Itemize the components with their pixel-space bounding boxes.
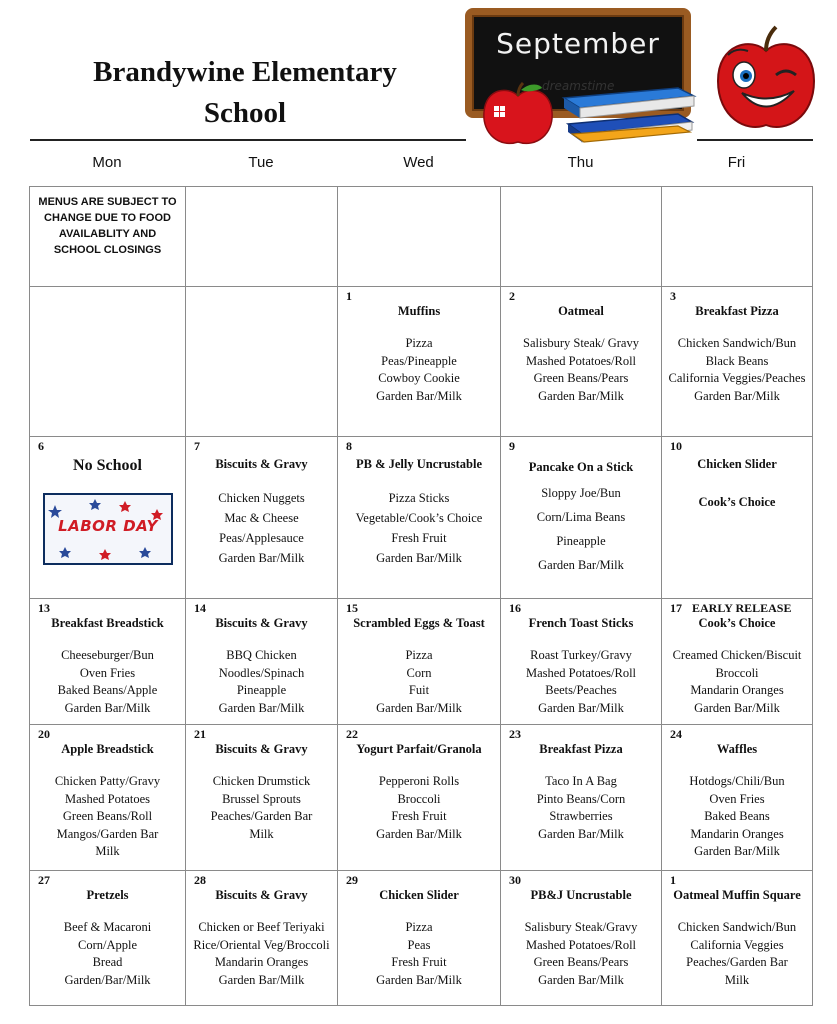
lunch-item: Green Beans/Roll xyxy=(62,809,153,823)
lunch-item: Mashed Potatoes/Roll xyxy=(525,665,637,680)
day-cell xyxy=(29,286,186,437)
lunch-item: Corn/Lima Beans xyxy=(536,510,626,524)
day-cell xyxy=(661,870,813,1006)
breakfast-item: Oatmeal Muffin Square xyxy=(673,888,801,902)
day-number: 1 xyxy=(670,873,676,887)
day-number: 30 xyxy=(509,873,521,887)
title-line-1: Brandywine Elementary xyxy=(93,56,397,88)
lunch-item: Milk xyxy=(724,972,750,987)
lunch-item: Baked Beans/Apple xyxy=(57,683,158,697)
lunch-item: Oven Fries xyxy=(79,665,136,680)
day-cell xyxy=(500,286,662,437)
lunch-item: Green Beans/Pears xyxy=(533,955,629,969)
breakfast-item: Pretzels xyxy=(86,888,129,902)
day-cell xyxy=(337,436,501,599)
empty-cell xyxy=(337,186,501,287)
lunch-item: Sloppy Joe/Bun xyxy=(541,486,621,500)
breakfast-item: Muffins xyxy=(397,304,441,318)
lunch-item: Peas xyxy=(407,937,431,952)
lunch-item: Broccoli xyxy=(397,791,441,806)
lunch-item: Milk xyxy=(95,844,120,858)
menu-content xyxy=(662,304,812,405)
menu-content xyxy=(501,888,661,989)
day-cell xyxy=(500,598,662,725)
menu-content xyxy=(30,616,185,717)
day-cell xyxy=(500,724,662,871)
breakfast-item: Chicken Slider xyxy=(379,888,459,902)
breakfast-item: Breakfast Breadstick xyxy=(51,616,164,630)
menu-content xyxy=(30,888,185,989)
lunch-item: Mandarin Oranges xyxy=(690,826,784,841)
day-cell xyxy=(500,870,662,1006)
title-line-2: School xyxy=(203,97,287,129)
breakfast-item: Scrambled Eggs & Toast xyxy=(353,616,485,630)
day-number: 1 xyxy=(346,289,352,303)
day-number: 28 xyxy=(194,873,206,887)
lunch-item: Mandarin Oranges xyxy=(214,955,309,969)
day-number: 13 xyxy=(38,601,50,615)
menu-content xyxy=(338,304,500,405)
lunch-item: Corn/Apple xyxy=(77,937,138,952)
lunch-item: Cowboy Cookie xyxy=(378,371,460,385)
lunch-item: Chicken Patty/Gravy xyxy=(54,774,161,788)
lunch-item: Fresh Fruit xyxy=(391,809,447,823)
lunch-item: Garden Bar/Milk xyxy=(218,700,305,715)
menu-content xyxy=(186,888,337,989)
lunch-item: Peaches/Garden Bar xyxy=(210,809,313,823)
menu-content xyxy=(501,742,661,843)
day-number: 14 xyxy=(194,601,206,615)
lunch-item: Garden Bar/Milk xyxy=(376,972,462,987)
school-title xyxy=(30,52,460,134)
day-cell xyxy=(661,286,813,437)
day-number: 29 xyxy=(346,873,358,887)
lunch-item: Garden Bar/Milk xyxy=(538,972,624,987)
lunch-item: Garden Bar/Milk xyxy=(218,551,305,565)
lunch-item: Pineapple xyxy=(236,683,287,697)
lunch-item: Beets/Peaches xyxy=(545,683,617,697)
lunch-item: Bread xyxy=(92,955,123,969)
lunch-item: Brussel Sprouts xyxy=(222,791,301,806)
day-header-thu: Thu xyxy=(567,154,594,171)
day-number: 7 xyxy=(194,439,200,453)
lunch-item: Rice/Oriental Veg/Broccoli xyxy=(193,937,330,952)
lunch-item: Cook’s Choice xyxy=(698,495,776,509)
lunch-item: Mac & Cheese xyxy=(224,511,299,525)
lunch-item: Pizza Sticks xyxy=(388,491,450,505)
no-school-heading: No School xyxy=(73,457,142,474)
lunch-item: Garden Bar/Milk xyxy=(694,844,780,858)
lunch-item: Peas/Pineapple xyxy=(381,353,457,368)
lunch-item: Garden Bar/Milk xyxy=(64,700,151,715)
day-cell xyxy=(337,724,501,871)
lunch-item: Chicken or Beef Teriyaki xyxy=(198,920,325,934)
breakfast-item: Biscuits & Gravy xyxy=(215,742,308,756)
day-number: 15 xyxy=(346,601,358,615)
menu-content xyxy=(662,742,812,861)
lunch-item: Garden Bar/Milk xyxy=(694,700,780,715)
breakfast-item: Apple Breadstick xyxy=(61,742,154,756)
day-header-wed: Wed xyxy=(403,154,434,171)
menu-content xyxy=(662,888,812,989)
chalkboard-watermark: dreamstime xyxy=(542,79,615,93)
lunch-item: Pepperoni Rolls xyxy=(378,774,460,788)
smiling-apple-icon xyxy=(714,25,818,135)
day-cell xyxy=(661,598,813,725)
apple-icon xyxy=(478,82,558,148)
books-icon xyxy=(558,84,698,146)
lunch-item: Oven Fries xyxy=(709,791,765,806)
labor-day-text: LABOR DAY xyxy=(58,517,158,535)
breakfast-item: Biscuits & Gravy xyxy=(215,888,308,902)
lunch-item: Chicken Drumstick xyxy=(212,774,311,788)
lunch-item: Pizza xyxy=(405,336,433,350)
lunch-item: Beef & Macaroni xyxy=(63,920,152,934)
breakfast-item: Biscuits & Gravy xyxy=(215,616,308,630)
day-number: 2 xyxy=(509,289,515,303)
empty-cell xyxy=(500,186,662,287)
lunch-item: Creamed Chicken/Biscuit xyxy=(672,648,802,662)
lunch-item: Garden Bar/Milk xyxy=(218,972,305,987)
menu-content xyxy=(186,457,337,568)
day-number: 22 xyxy=(346,727,358,741)
day-header-tue: Tue xyxy=(248,154,274,171)
header-rule-right xyxy=(697,139,813,141)
empty-cell xyxy=(185,186,338,287)
notice-cell xyxy=(29,186,186,287)
day-cell xyxy=(29,724,186,871)
menu-content xyxy=(186,742,337,843)
day-number: 9 xyxy=(509,439,515,453)
lunch-item: Chicken Nuggets xyxy=(218,491,305,505)
lunch-item: BBQ Chicken xyxy=(226,648,297,662)
lunch-item: Taco In A Bag xyxy=(545,774,617,788)
lunch-item: Baked Beans xyxy=(704,809,770,823)
lunch-item: Garden Bar/Milk xyxy=(376,551,462,565)
menu-content xyxy=(501,460,661,577)
day-number: 21 xyxy=(194,727,206,741)
lunch-item: Noodles/Spinach xyxy=(218,665,305,680)
lunch-item: Milk xyxy=(249,826,274,841)
lunch-item: Garden Bar/Milk xyxy=(376,700,462,715)
day-number: 23 xyxy=(509,727,521,741)
breakfast-item: French Toast Sticks xyxy=(528,616,634,630)
lunch-item: Garden Bar/Milk xyxy=(538,558,624,572)
lunch-item: Fresh Fruit xyxy=(391,955,447,969)
lunch-item: California Veggies/Peaches xyxy=(668,371,806,385)
day-cell xyxy=(185,436,338,599)
day-header-fri: Fri xyxy=(727,154,746,171)
menu-content xyxy=(338,616,500,717)
lunch-item: Garden Bar/Milk xyxy=(376,388,462,403)
lunch-item: Broccoli xyxy=(715,665,759,680)
lunch-item: Mashed Potatoes xyxy=(64,791,151,806)
breakfast-item: Cook’s Choice xyxy=(698,616,776,630)
day-header-mon: Mon xyxy=(92,154,122,171)
early-release-label: EARLY RELEASE xyxy=(692,601,792,615)
breakfast-item: Biscuits & Gravy xyxy=(215,457,308,471)
menu-content xyxy=(501,304,661,405)
lunch-item: Mashed Potatoes/Roll xyxy=(525,937,637,952)
lunch-item: Roast Turkey/Gravy xyxy=(530,648,632,662)
lunch-item: Pizza xyxy=(405,920,433,934)
lunch-item: Salisbury Steak/ Gravy xyxy=(523,336,639,350)
menu-content xyxy=(338,742,500,843)
day-number: 10 xyxy=(670,439,682,453)
lunch-item: Garden Bar/Milk xyxy=(376,826,462,841)
day-number: 17 EARLY RELEASE xyxy=(670,601,792,615)
day-cell xyxy=(185,724,338,871)
lunch-item: Green Beans/Pears xyxy=(533,371,629,385)
breakfast-item: Yogurt Parfait/Granola xyxy=(356,742,482,756)
lunch-item: Salisbury Steak/Gravy xyxy=(524,920,638,934)
menu-content xyxy=(186,616,337,717)
empty-cell xyxy=(661,186,813,287)
breakfast-item: Pancake On a Stick xyxy=(528,460,634,474)
breakfast-item: PB&J Uncrustable xyxy=(530,888,632,902)
menu-content xyxy=(662,457,812,512)
day-number: 3 xyxy=(670,289,676,303)
lunch-item: Pinto Beans/Corn xyxy=(536,791,626,806)
lunch-item: Corn xyxy=(406,665,432,680)
day-number: 20 xyxy=(38,727,50,741)
day-number: 16 xyxy=(509,601,521,615)
lunch-item: Chicken Sandwich/Bun xyxy=(677,920,797,934)
lunch-item: Garden Bar/Milk xyxy=(538,388,624,403)
menu-content xyxy=(338,888,500,989)
labor-day-banner xyxy=(43,493,173,565)
day-cell xyxy=(500,436,662,599)
breakfast-item: Chicken Slider xyxy=(697,457,777,471)
day-number: 27 xyxy=(38,873,50,887)
lunch-item: Garden Bar/Milk xyxy=(538,700,624,715)
lunch-item: Peas/Applesauce xyxy=(219,531,304,545)
lunch-item: Pineapple xyxy=(556,534,606,548)
menu-content xyxy=(501,616,661,717)
day-cell xyxy=(661,724,813,871)
lunch-item: Hotdogs/Chili/Bun xyxy=(689,774,785,788)
day-cell xyxy=(29,436,186,599)
lunch-item: Black Beans xyxy=(705,353,769,368)
lunch-item: Pizza xyxy=(405,648,433,662)
day-cell xyxy=(185,598,338,725)
lunch-item: California Veggies xyxy=(690,937,784,952)
lunch-item: Strawberries xyxy=(549,809,613,823)
lunch-item: Cheeseburger/Bun xyxy=(61,648,154,662)
menu-content xyxy=(662,616,812,717)
breakfast-item: PB & Jelly Uncrustable xyxy=(355,457,483,471)
lunch-item: Garden Bar/Milk xyxy=(694,388,780,403)
breakfast-item: Waffles xyxy=(716,742,758,756)
day-cell xyxy=(337,870,501,1006)
lunch-item: Vegetable/Cook’s Choice xyxy=(355,511,483,525)
lunch-item: Mashed Potatoes/Roll xyxy=(525,353,637,368)
menu-notice: MENUS ARE SUBJECT TO CHANGE DUE TO FOOD AVAILABLITY AND SCHOOL CLOSINGS xyxy=(38,196,177,256)
breakfast-item: Oatmeal xyxy=(558,304,604,318)
lunch-item: Garden/Bar/Milk xyxy=(64,972,151,987)
breakfast-item: Breakfast Pizza xyxy=(539,742,623,756)
menu-content xyxy=(30,742,185,861)
day-cell xyxy=(661,436,813,599)
day-cell xyxy=(185,286,338,437)
day-cell xyxy=(337,286,501,437)
day-cell xyxy=(29,598,186,725)
lunch-item: Mandarin Oranges xyxy=(690,683,784,697)
day-cell xyxy=(185,870,338,1006)
lunch-item: Mangos/Garden Bar xyxy=(56,826,159,841)
breakfast-item: Breakfast Pizza xyxy=(695,304,779,318)
day-cell xyxy=(29,870,186,1006)
lunch-item: Fuit xyxy=(408,683,430,697)
menu-content xyxy=(338,457,500,568)
day-number: 6 xyxy=(38,439,44,453)
header-rule-left xyxy=(30,139,466,141)
chalkboard-month: September xyxy=(496,27,660,60)
lunch-item: Garden Bar/Milk xyxy=(538,826,624,841)
lunch-item: Peaches/Garden Bar xyxy=(686,955,788,969)
day-number: 24 xyxy=(670,727,682,741)
lunch-item: Chicken Sandwich/Bun xyxy=(677,336,797,350)
lunch-item: Fresh Fruit xyxy=(391,531,447,545)
day-number: 8 xyxy=(346,439,352,453)
day-cell xyxy=(337,598,501,725)
